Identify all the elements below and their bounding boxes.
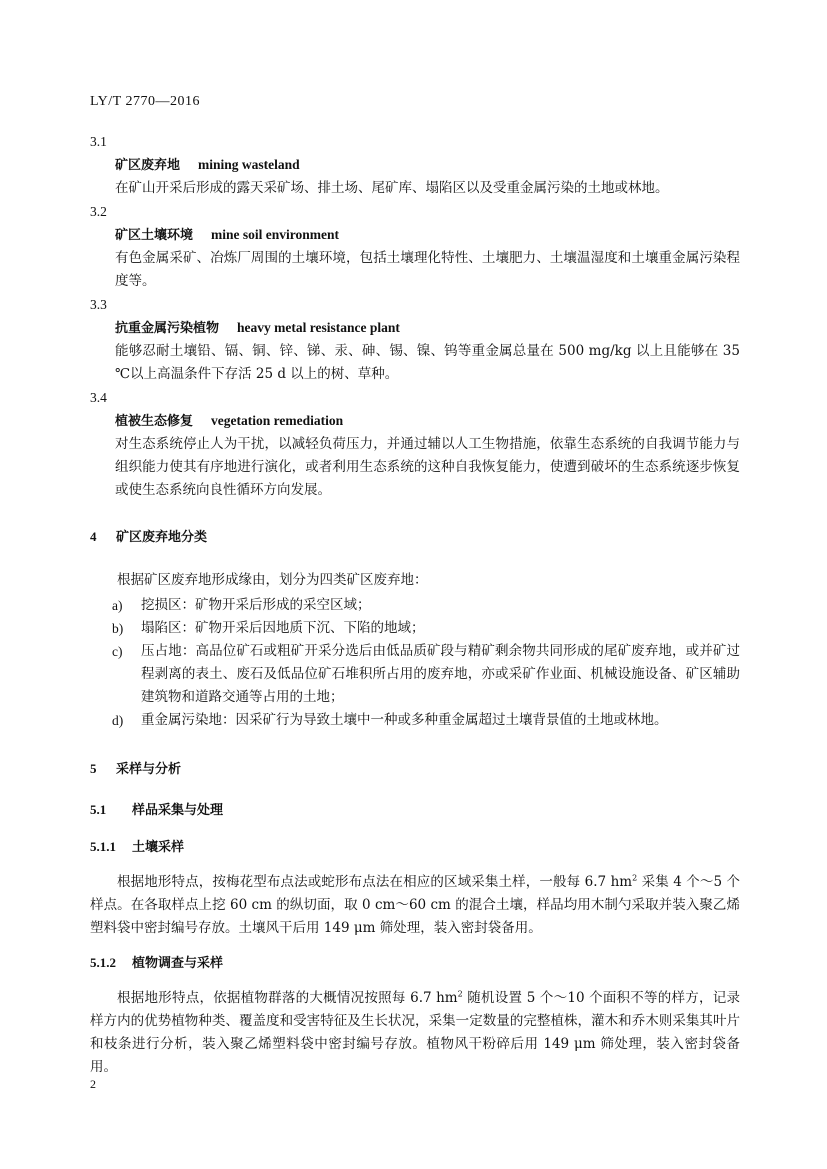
term-en: mining wasteland	[198, 157, 300, 172]
term-definition: 能够忍耐土壤铅、镉、铜、锌、锑、汞、砷、锡、镍、钨等重金属总量在 500 mg/kg 以上且能够在 35 ℃以上高温条件下存活 25 d 以上的树、草种。	[115, 343, 740, 382]
list-marker: c)	[112, 644, 123, 659]
paragraph-text: 采集 4 个～5 个样点。在各取样点上挖 60 cm 的纵切面，取 0 cm～60 cm 的混合土壤，样品均用木制勺采取并装入聚乙烯塑料袋中密封编号存放。土壤风干后用 149 μm 筛处理，装入密封袋备用。	[90, 874, 741, 936]
subsection-heading	[90, 799, 740, 822]
section-number: 4	[90, 529, 97, 544]
list-item	[90, 709, 740, 732]
paragraph-text: 根据地形特点，按梅花型布点法或蛇形布点法在相应的区域采集土样，一般每 6.7 hm	[117, 874, 633, 890]
term-entry	[90, 386, 740, 502]
list-text: 重金属污染地：因采矿行为导致土壤中一种或多种重金属超过土壤背景值的土地或林地。	[141, 712, 668, 728]
term-heading	[90, 409, 740, 433]
subsection-number: 5.1	[90, 802, 107, 817]
list-text: 压占地：高品位矿石或粗矿开采分选后由低品质矿段与精矿剩余物共同形成的尾矿废弃地，或并矿过程剥离的表土、废石及低品位矿石堆积所占用的废弃地，亦或采矿作业面、机械设施设备、矿区辅助建筑物和道路交通等占用的土地；	[141, 643, 740, 705]
term-heading	[90, 223, 740, 247]
term-entry	[90, 130, 740, 200]
section-4	[90, 526, 740, 732]
list-text: 挖损区：矿物开采后形成的采空区域；	[141, 597, 371, 613]
list-item	[90, 640, 740, 709]
term-definition: 在矿山开采后形成的露天采矿场、排土场、尾矿库、塌陷区以及受重金属污染的土地或林地。	[115, 180, 669, 196]
term-number: 3.3	[90, 297, 107, 312]
term-cn: 矿区土壤环境	[115, 228, 194, 243]
subsubsection-number: 5.1.2	[90, 955, 116, 970]
term-en: heavy metal resistance plant	[237, 320, 400, 335]
terms-section	[90, 130, 740, 502]
superscript: 2	[632, 873, 638, 883]
list-text: 塌陷区：矿物开采后因地质下沉、下陷的地域；	[141, 620, 425, 636]
list-marker: b)	[112, 621, 124, 636]
list-item	[90, 594, 740, 617]
term-number: 3.2	[90, 204, 107, 219]
term-entry	[90, 200, 740, 293]
section-5	[90, 758, 740, 1079]
list-marker: a)	[112, 598, 123, 613]
term-definition: 对生态系统停止人为干扰，以减轻负荷压力，并通过辅以人工生物措施，依靠生态系统的自我调节能力与组织能力使其有序地进行演化，或者利用生态系统的这种自我恢复能力，使遭到破坏的生态系统逐步恢复或使生态系统向良性循环方向发展。	[115, 436, 740, 498]
term-entry	[90, 293, 740, 386]
term-heading	[90, 316, 740, 340]
subsubsection-heading	[90, 952, 740, 975]
soil-sampling-paragraph	[90, 871, 740, 940]
section-number: 5	[90, 761, 97, 776]
classification-list	[90, 594, 740, 732]
term-cn: 矿区废弃地	[115, 158, 181, 173]
term-cn: 抗重金属污染植物	[115, 321, 220, 336]
term-en: vegetation remediation	[211, 413, 344, 428]
list-marker: d)	[112, 713, 124, 728]
term-en: mine soil environment	[211, 227, 340, 242]
subsubsection-title: 植物调查与采样	[132, 956, 224, 971]
section-heading	[90, 758, 740, 781]
subsubsection-heading	[90, 836, 740, 859]
superscript: 2	[457, 989, 463, 999]
term-number: 3.4	[90, 390, 107, 405]
section-title: 矿区废弃地分类	[116, 530, 208, 545]
term-number: 3.1	[90, 134, 107, 149]
plant-sampling-paragraph	[90, 987, 740, 1079]
paragraph-text: 根据地形特点，依据植物群落的大概情况按照每 6.7 hm	[117, 990, 458, 1006]
list-item	[90, 617, 740, 640]
subsubsection-number: 5.1.1	[90, 839, 116, 854]
section-heading	[90, 526, 740, 549]
subsubsection-title: 土壤采样	[132, 840, 185, 855]
paragraph-text: 随机设置 5 个～10 个面积不等的样方，记录样方内的优势植物种类、覆盖度和受害特征及生长状况，采集一定数量的完整植株，灌木和乔木则采集其叶片和枝条进行分析，装入聚乙烯塑料袋中密封编号存放。植物风干粉碎后用 149 μm 筛处理，装入密封袋备用。	[90, 990, 740, 1075]
standard-id: LY/T 2770—2016	[90, 94, 200, 109]
term-cn: 植被生态修复	[115, 414, 194, 429]
term-definition: 有色金属采矿、冶炼厂周围的土壤环境，包括土壤理化特性、土壤肥力、土壤温湿度和土壤重金属污染程度等。	[115, 250, 740, 289]
section-title: 采样与分析	[116, 762, 182, 777]
term-heading	[90, 153, 740, 177]
subsection-title: 样品采集与处理	[132, 803, 224, 818]
page-number: 2	[90, 1077, 96, 1091]
section-intro: 根据矿区废弃地形成缘由，划分为四类矿区废弃地：	[117, 572, 428, 588]
